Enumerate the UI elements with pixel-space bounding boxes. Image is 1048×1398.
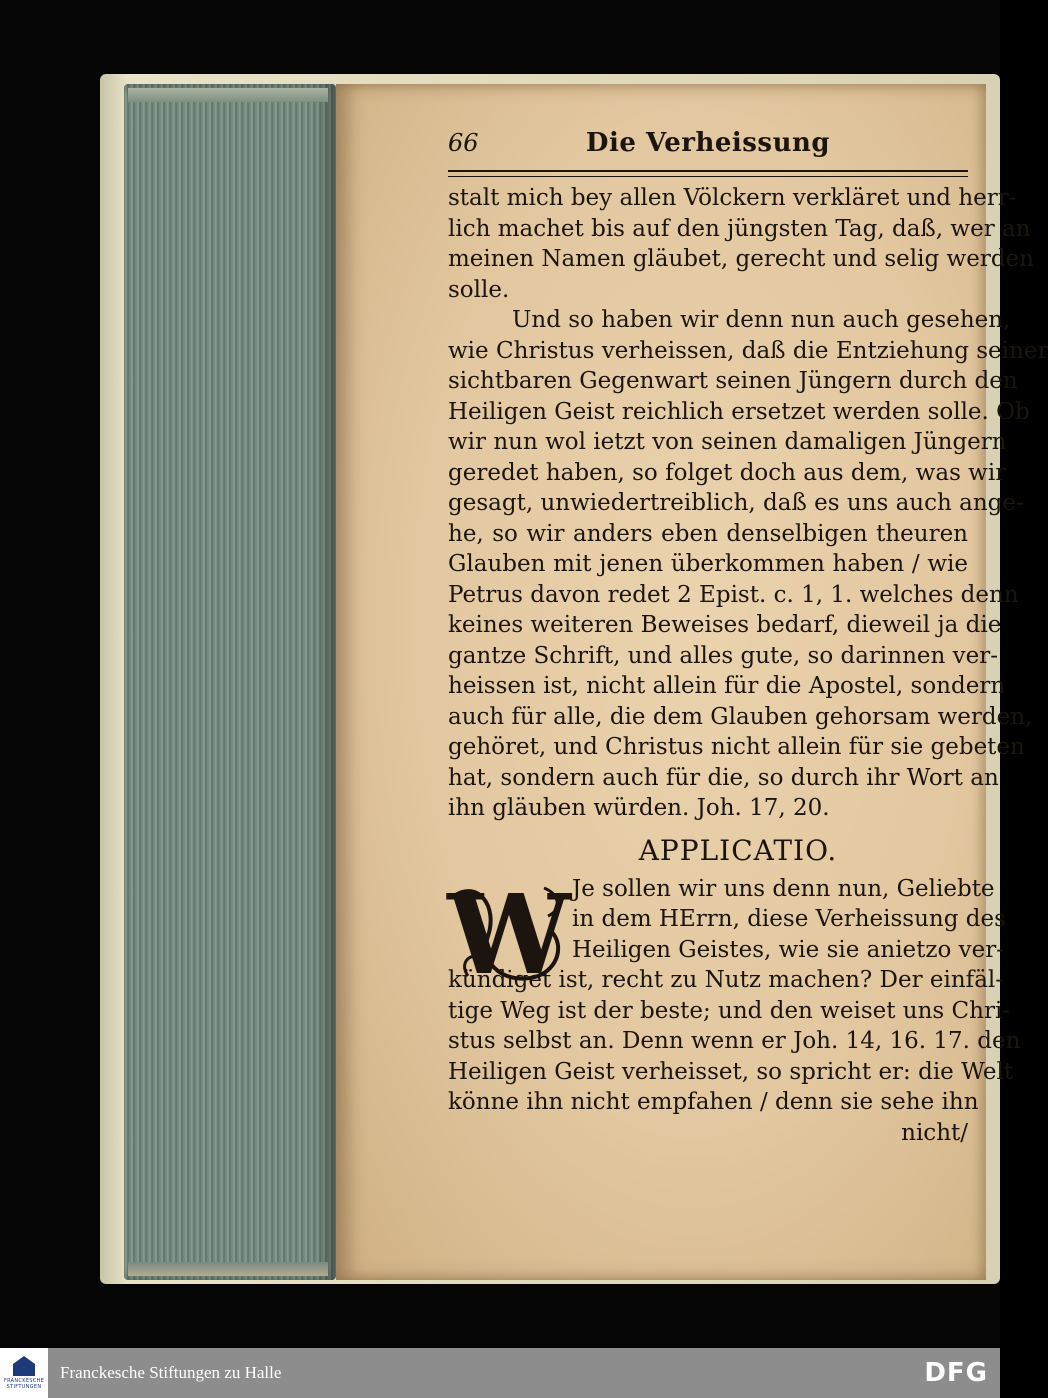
institution-name[interactable]: Franckesche Stiftungen zu Halle	[60, 1363, 282, 1382]
text-line: in dem HErrn, diese Verheissung des	[572, 906, 1006, 932]
text-line: Glauben mit jenen überkommen haben / wie	[448, 551, 968, 577]
section-heading: APPLICATIO.	[638, 833, 838, 867]
page-text	[447, 128, 1048, 1148]
text-line: geredet haben, so folget doch aus dem, was wir	[448, 459, 1007, 486]
page-edges-top	[128, 88, 328, 102]
text-line: stus selbst an. Denn wenn er Joh. 14, 16. 17. den	[448, 1028, 1021, 1054]
building-icon	[13, 1356, 35, 1376]
institution-logo[interactable]	[0, 1348, 48, 1398]
text-line: gantze Schrift, und alles gute, so darinnen ver-	[448, 642, 999, 669]
text-line: Heiligen Geist verheisset, so spricht er: die Welt	[448, 1058, 1014, 1085]
paragraph-1	[448, 183, 1034, 305]
text-line: auch für alle, die dem Glauben gehorsam werden,	[448, 703, 1033, 730]
text-line: keines weiteren Beweises bedarf, dieweil ja die	[448, 612, 1002, 638]
text-line: meinen Namen gläubet, gerecht und selig werden	[448, 246, 1034, 272]
text-line: solle.	[448, 276, 510, 303]
page-edges	[124, 84, 336, 1280]
text-line: wie Christus verheissen, daß die Entziehung seiner	[448, 337, 1048, 364]
text-line: stalt mich bey allen Völckern verkläret und herr-	[448, 185, 1017, 211]
viewer-footer	[0, 1348, 1000, 1398]
text-line: he, so wir anders eben denselbigen theuren	[448, 520, 968, 547]
text-line: sichtbaren Gegenwart seinen Jüngern durch den	[448, 368, 1018, 394]
text-line: Und so haben wir denn nun auch gesehen,	[512, 307, 1011, 333]
header-rule	[448, 170, 968, 177]
catchword: nicht/	[901, 1119, 968, 1146]
page-number: 66	[448, 129, 479, 157]
drop-cap-flourish-icon	[447, 870, 571, 1000]
text-line: Heiligen Geistes, wie sie anietzo ver-	[572, 936, 1005, 963]
text-line: gehöret, und Christus nicht allein für sie gebeten	[448, 734, 1025, 760]
text-line: Je sollen wir uns denn nun, Geliebte	[572, 875, 995, 902]
paragraph-2	[448, 305, 1048, 824]
drop-cap-letter: W	[447, 870, 571, 1000]
running-head: Die Verheissung	[585, 128, 831, 158]
text-line: Petrus davon redet 2 Epist. c. 1, 1. welches denn	[448, 581, 1019, 608]
text-line: kündiget ist, recht zu Nutz machen? Der einfäl-	[448, 967, 1004, 993]
text-line: hat, sondern auch für die, so durch ihr Wort an	[448, 764, 999, 791]
text-line: wir nun wol ietzt von seinen damaligen Jüngern	[448, 429, 1007, 455]
page-header	[448, 128, 968, 168]
text-line: tige Weg ist der beste; und den weiset uns Chri-	[448, 997, 1011, 1024]
dfg-logo[interactable]: DFG	[924, 1358, 988, 1388]
logo-text: FRANCKESCHE STIFTUNGEN	[3, 1378, 45, 1390]
text-line: könne ihn nicht empfahen / denn sie sehe ihn	[448, 1089, 979, 1115]
text-line: Heiligen Geist reichlich ersetzet werden solle. Ob	[448, 398, 1030, 425]
text-line: ihn gläuben würden. Joh. 17, 20.	[448, 795, 830, 821]
page-edges-bottom	[128, 1262, 328, 1276]
text-line: heissen ist, nicht allein für die Apostel, sondern	[448, 673, 1006, 699]
application-paragraph	[447, 870, 1021, 1149]
drop-cap-initial	[447, 870, 571, 1000]
text-line: lich machet bis auf den jüngsten Tag, daß, wer an	[448, 215, 1031, 242]
text-line: gesagt, unwiedertreiblich, daß es uns auch ange-	[448, 490, 1024, 516]
